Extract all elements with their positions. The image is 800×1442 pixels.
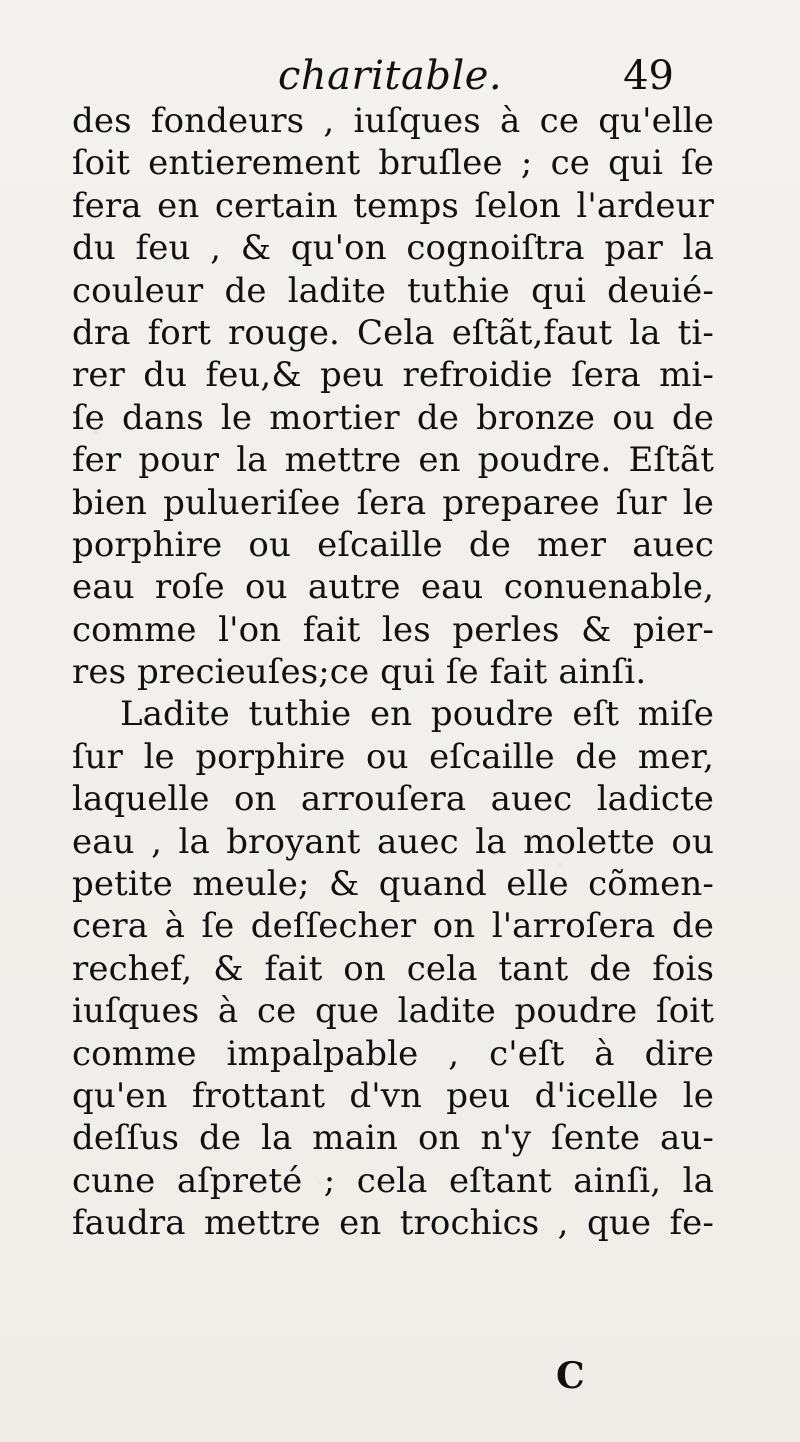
text-line: fer pour la mettre en poudre. Eſtãt [72,440,714,481]
text-line: rer du feu,& peu refroidie ſera mi- [72,355,714,396]
text-line: ſe dans le mortier de bronze ou de [72,397,714,438]
text-line: eau , la broyant auec la molette ou [72,821,714,862]
text-line: cera à ſe deſſecher on l'arroſera de [72,906,714,947]
text-line: des fondeurs , iuſques à ce qu'elle [72,101,714,141]
text-line: rechef, & fait on cela tant de fois [72,948,714,989]
text-line: comme impalpable , c'eſt à dire [72,1033,714,1074]
text-line: petite meule; & quand elle cõmen- [72,864,714,905]
text-line: bien pulueriſee ſera preparee ſur le [72,482,714,523]
text-line: ſoit entierement bruſlee ; ce qui ſe [72,143,714,184]
text-line: iuſques à ce que ladite poudre ſoit [72,991,714,1032]
body-text [72,100,714,1245]
text-line: Ladite tuthie en poudre eſt miſe [120,694,714,735]
page-number: 49 [623,53,674,99]
text-line: cune aſpreté ; cela eſtant ainſi, la [72,1160,714,1201]
text-line: comme l'on fait les perles & pier- [72,609,714,650]
text-line: qu'en frottant d'vn peu d'icelle le [72,1075,714,1116]
page-header [0,46,800,106]
running-head: charitable. [278,53,503,99]
text-line: eau roſe ou autre eau conuenable, [72,567,714,608]
text-line: du feu , & qu'on cognoiſtra par la [72,228,714,269]
text-line: res precieuſes;ce qui ſe fait ainſi. [72,652,647,693]
text-line: porphire ou eſcaille de mer auec [72,524,714,565]
text-line: faudra mettre en trochics , que fe- [72,1203,714,1244]
signature-mark: C [556,1355,585,1397]
text-line: fera en certain temps ſelon l'ardeur [72,185,714,226]
text-line: deſſus de la main on n'y ſente au- [72,1118,714,1159]
text-line: couleur de ladite tuthie qui deuié- [72,270,714,311]
text-line: ſur le porphire ou eſcaille de mer, [72,736,714,777]
text-line: dra fort rouge. Cela eſtãt,faut la ti- [72,312,714,353]
text-line: laquelle on arrouſera auec ladicte [72,779,714,820]
